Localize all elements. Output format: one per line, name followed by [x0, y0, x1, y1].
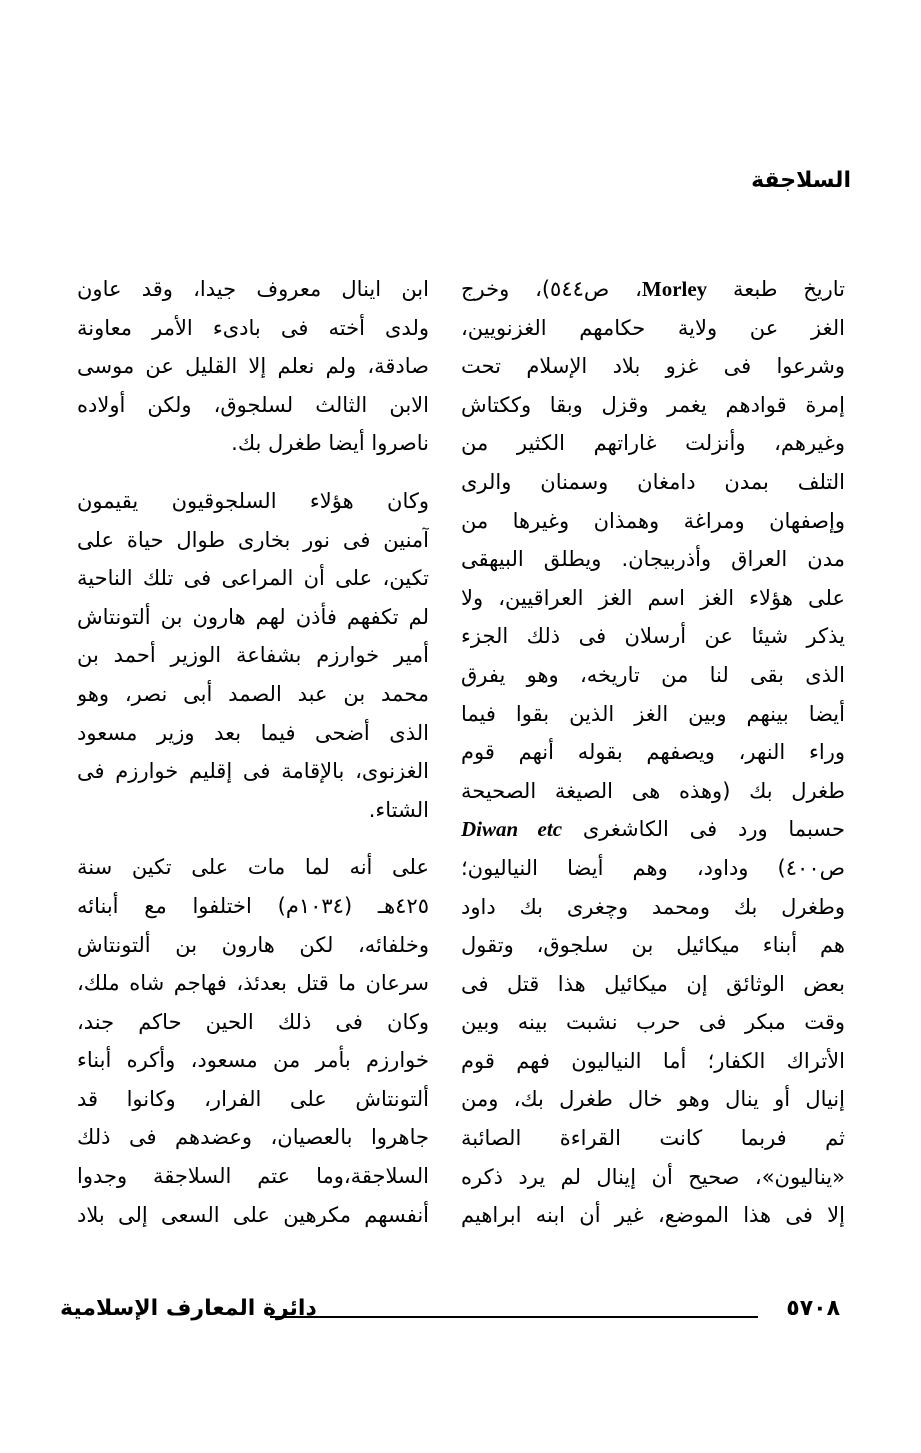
text-line: مدن العراق وأذربيجان. ويطلق البيهقى [461, 547, 845, 572]
text-line: سرعان ما قتل بعدئذ، فهاجم شاه ملك، [77, 971, 429, 996]
text-line: ابن اينال معروف جيدا، وقد عاون [77, 277, 429, 301]
footer-divider [270, 1316, 758, 1318]
paragraph-gap [77, 463, 429, 482]
text-line: إنيال أو ينال وهو خال طغرل بك، ومن [461, 1087, 845, 1112]
text-line: وكان فى ذلك الحين حاكم جند، [77, 1009, 429, 1034]
text-line: الذى بقى لنا من تاريخه، وهو يفرق [461, 662, 845, 687]
text-line: جاهروا بالعصيان، وعضدهم فى ذلك [77, 1125, 429, 1150]
text-line: لم تكفهم فأذن لهم هارون بن ألتونتاش [77, 604, 429, 629]
text-line: خوارزم بأمر من مسعود، وأكره أبناء [77, 1048, 429, 1073]
text-line: الأتراك الكفار؛ أما النياليون فهم قوم [461, 1048, 845, 1073]
text-column-left [77, 270, 429, 1234]
text-line: يذكر شيئا عن أرسلان فى ذلك الجزء [461, 624, 845, 649]
text-line: آمنين فى نور بخارى طوال حياة على [77, 527, 429, 552]
text-line: إمرة قوادهم يغمر وقزل وبقا وككتاش [461, 392, 845, 417]
text-line: وقت مبكر فى حرب نشبت بينه وبين [461, 1010, 845, 1035]
text-line: ألتونتاش على الفرار، وكانوا قد [77, 1086, 429, 1111]
text-line: أيضا بينهم وبين الغز الذين بقوا فيما [461, 701, 845, 726]
text-line: السلاجقة،وما عتم السلاجقة وجدوا [77, 1164, 429, 1189]
text-line: الشتاء. [368, 797, 429, 822]
text-line: محمد بن عبد الصمد أبى نصر، وهو [77, 681, 429, 706]
text-line: على هؤلاء الغز اسم الغز العراقيين، ولا [461, 585, 845, 610]
text-line: ثم فربما كانت القراءة الصائبة [461, 1126, 845, 1151]
publication-title: دائرة المعارف الإسلامية [60, 1296, 317, 1321]
text-line: الابن الثالث لسلجوق، ولكن أولاده [77, 392, 429, 417]
text-line: وشرعوا فى غزو بلاد الإسلام تحت [461, 354, 845, 379]
text-line: أمير خوارزم بشفاعة الوزير أحمد بن [77, 643, 429, 668]
page-footer [60, 1296, 840, 1336]
text-line: ص٤٠٠) وداود، وهم أيضا النياليون؛ [461, 855, 845, 880]
text-line: وغيرهم، وأنزلت غاراتهم الكثير من [461, 431, 845, 456]
text-line: وخلفائه، لكن هارون بن ألتونتاش [77, 932, 429, 957]
text-line: ناصروا أيضا طغرل بك. [231, 431, 429, 456]
text-line: التلف بمدن دامغان وسمنان والرى [461, 469, 845, 494]
paragraph-gap [77, 829, 429, 848]
text-line: طغرل بك (وهذه هى الصيغة الصحيحة [461, 778, 845, 803]
text-line: إلا فى هذا الموضع، غير أن ابنه ابراهيم [461, 1203, 845, 1228]
text-line: أنفسهم مكرهين على السعى إلى بلاد [77, 1202, 429, 1227]
text-line: تكين، على أن المراعى فى تلك الناحية [77, 566, 429, 591]
text-line: على أنه لما مات على تكين سنة [77, 855, 429, 880]
text-line: وطغرل بك ومحمد وچغرى بك داود [461, 894, 845, 919]
text-line: الذى أضحى فيما بعد وزير مسعود [77, 720, 429, 745]
text-line: هم أبناء ميكائيل بن سلجوق، وتقول [461, 933, 845, 958]
text-line: وكان هؤلاء السلجوقيون يقيمون [77, 488, 429, 513]
text-line: صادقة، ولم نعلم إلا القليل عن موسى [77, 354, 429, 379]
text-line: ولدى أخته فى بادىء الأمر معاونة [77, 315, 429, 340]
text-line: بعض الوثائق إن ميكائيل هذا قتل فى [461, 971, 845, 996]
text-line: الغزنوى، بالإقامة فى إقليم خوارزم فى [77, 759, 429, 784]
page-number: ٥٧٠٨ [786, 1296, 840, 1321]
running-head-title: السلاجقة [751, 168, 851, 193]
text-line: حسبما ورد فى الكاشغرى Diwan etc [461, 817, 845, 842]
text-line: الغز عن ولاية حكامهم الغزنويين، [461, 315, 845, 340]
text-line: تاريخ طبعة Morley، ص٥٤٤)، وخرج [461, 277, 845, 301]
text-column-right [461, 270, 845, 1235]
text-line: وإصفهان ومراغة وهمذان وغيرها من [461, 508, 845, 533]
text-line: «يناليون»، صحيح أن إينال لم يرد ذكره [461, 1164, 845, 1189]
text-line: وراء النهر، ويصفهم بقوله أنهم قوم [461, 740, 845, 765]
text-line: ٤٢٥هـ (١٠٣٤م) اختلفوا مع أبنائه [77, 893, 429, 918]
